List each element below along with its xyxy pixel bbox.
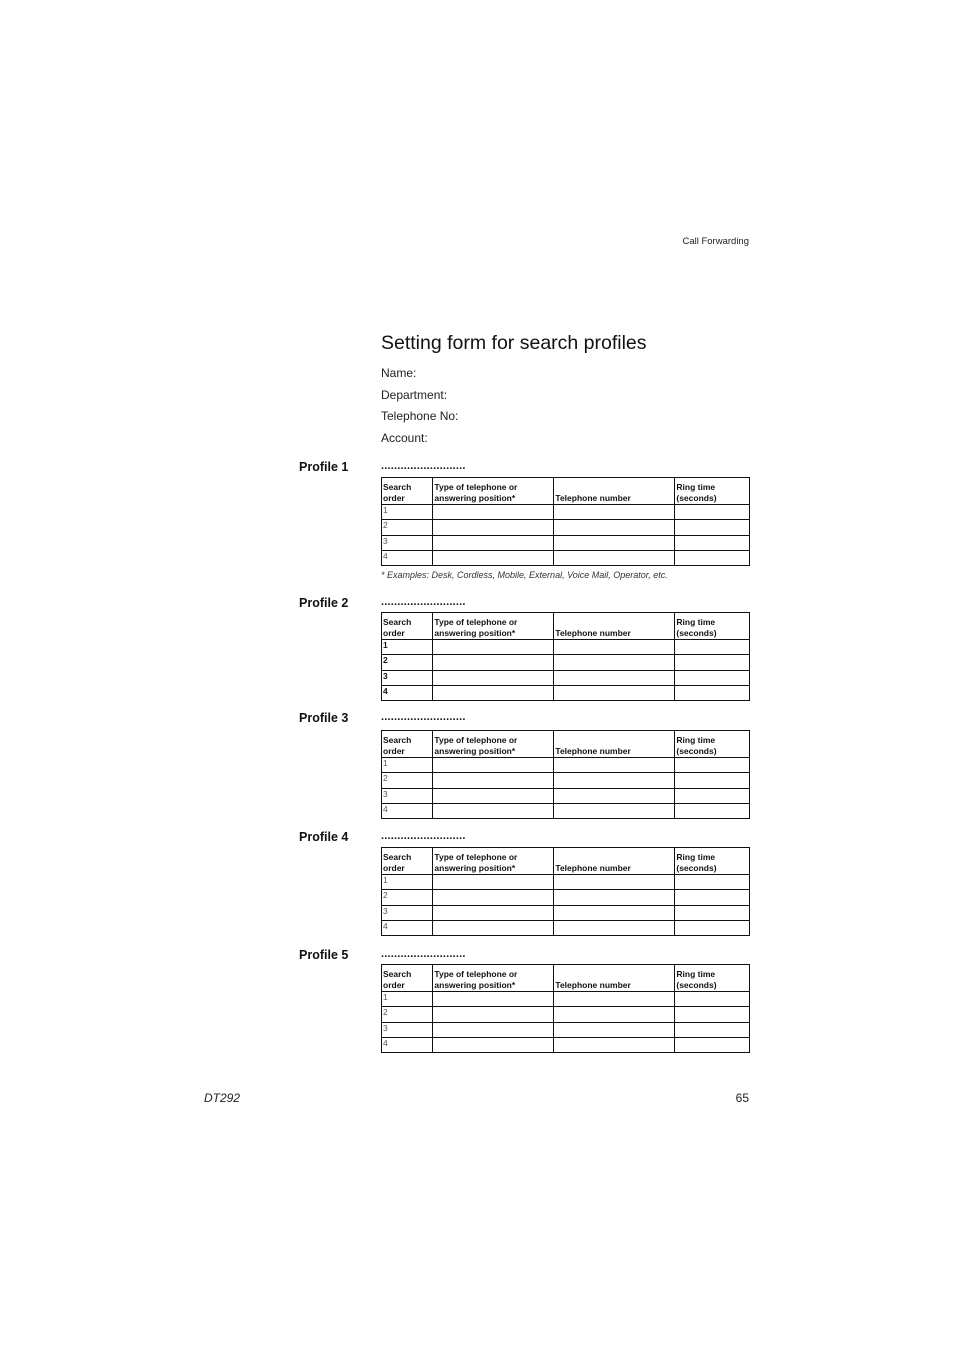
search-order-cell: 1	[382, 992, 433, 1007]
profile-4-name-blank: ..........................	[381, 830, 466, 842]
ring-time-cell[interactable]	[675, 788, 750, 803]
table-row	[382, 773, 750, 788]
search-order-cell: 3	[382, 535, 433, 550]
type-cell[interactable]	[433, 685, 554, 700]
running-header: Call Forwarding	[682, 236, 749, 247]
ring-time-cell[interactable]	[675, 1007, 750, 1022]
table-row	[382, 905, 750, 920]
table-row	[382, 655, 750, 670]
type-cell[interactable]	[433, 773, 554, 788]
type-cell[interactable]	[433, 803, 554, 818]
telephone-number-header: Telephone number	[554, 613, 675, 640]
name-field-label: Name:	[381, 366, 417, 380]
profile-3-label: Profile 3	[299, 711, 349, 725]
telephone-number-header: Telephone number	[554, 731, 675, 758]
table-header-row	[382, 965, 750, 992]
ring-time-cell[interactable]	[675, 890, 750, 905]
profile-4-table	[381, 847, 750, 936]
search-order-header: Search order	[382, 848, 433, 875]
profile-5-table	[381, 964, 750, 1053]
table-row	[382, 520, 750, 535]
profile-2-name-blank: ..........................	[381, 596, 466, 608]
profile-5-label: Profile 5	[299, 948, 349, 962]
footer-doc-id: DT292	[204, 1091, 241, 1105]
ring-time-cell[interactable]	[675, 758, 750, 773]
type-cell[interactable]	[433, 520, 554, 535]
search-order-cell: 2	[382, 773, 433, 788]
table-header-row	[382, 478, 750, 505]
telephone-cell[interactable]	[554, 773, 675, 788]
profile-4-label: Profile 4	[299, 830, 349, 844]
type-cell[interactable]	[433, 1022, 554, 1037]
type-cell[interactable]	[433, 670, 554, 685]
telephone-cell[interactable]	[554, 788, 675, 803]
table-row	[382, 670, 750, 685]
telephone-cell[interactable]	[554, 803, 675, 818]
type-header: Type of telephone or answering position*	[433, 965, 554, 992]
profile-1-table	[381, 477, 750, 566]
type-header: Type of telephone or answering position*	[433, 731, 554, 758]
table-row	[382, 1007, 750, 1022]
search-order-cell: 3	[382, 670, 433, 685]
profile-2-label: Profile 2	[299, 596, 349, 610]
type-cell[interactable]	[433, 992, 554, 1007]
search-order-cell: 1	[382, 640, 433, 655]
search-order-cell: 1	[382, 505, 433, 520]
search-order-cell: 3	[382, 1022, 433, 1037]
telephone-cell[interactable]	[554, 640, 675, 655]
telephone-field-label: Telephone No:	[381, 409, 459, 423]
type-cell[interactable]	[433, 920, 554, 935]
telephone-cell[interactable]	[554, 655, 675, 670]
ring-time-cell[interactable]	[675, 685, 750, 700]
page-title: Setting form for search profiles	[381, 332, 647, 354]
footer-page-number: 65	[735, 1091, 749, 1105]
telephone-cell[interactable]	[554, 1037, 675, 1052]
table-row	[382, 890, 750, 905]
table-row	[382, 788, 750, 803]
table-header-row	[382, 613, 750, 640]
ring-time-cell[interactable]	[675, 1037, 750, 1052]
profile-1-label: Profile 1	[299, 460, 349, 474]
type-cell[interactable]	[433, 788, 554, 803]
telephone-cell[interactable]	[554, 1022, 675, 1037]
type-cell[interactable]	[433, 550, 554, 565]
search-order-cell: 4	[382, 920, 433, 935]
telephone-cell[interactable]	[554, 992, 675, 1007]
telephone-cell[interactable]	[554, 685, 675, 700]
table-row	[382, 875, 750, 890]
telephone-cell[interactable]	[554, 535, 675, 550]
ring-time-cell[interactable]	[675, 992, 750, 1007]
ring-time-header: Ring time (seconds)	[675, 965, 750, 992]
ring-time-header: Ring time (seconds)	[675, 478, 750, 505]
telephone-cell[interactable]	[554, 670, 675, 685]
telephone-cell[interactable]	[554, 758, 675, 773]
ring-time-cell[interactable]	[675, 920, 750, 935]
table-row	[382, 1022, 750, 1037]
search-order-cell: 2	[382, 1007, 433, 1022]
search-order-cell: 3	[382, 905, 433, 920]
type-header: Type of telephone or answering position*	[433, 613, 554, 640]
ring-time-cell[interactable]	[675, 803, 750, 818]
table-row	[382, 685, 750, 700]
table-row	[382, 920, 750, 935]
profile-3-name-blank: ..........................	[381, 711, 466, 723]
telephone-number-header: Telephone number	[554, 848, 675, 875]
search-order-cell: 3	[382, 788, 433, 803]
type-header: Type of telephone or answering position*	[433, 478, 554, 505]
ring-time-header: Ring time (seconds)	[675, 848, 750, 875]
ring-time-header: Ring time (seconds)	[675, 613, 750, 640]
table-header-row	[382, 731, 750, 758]
account-field-label: Account:	[381, 431, 428, 445]
profile-1-name-blank: ..........................	[381, 460, 466, 472]
telephone-number-header: Telephone number	[554, 478, 675, 505]
ring-time-cell[interactable]	[675, 520, 750, 535]
ring-time-cell[interactable]	[675, 550, 750, 565]
type-cell[interactable]	[433, 1037, 554, 1052]
table-row	[382, 803, 750, 818]
telephone-cell[interactable]	[554, 920, 675, 935]
telephone-cell[interactable]	[554, 890, 675, 905]
table-row	[382, 758, 750, 773]
search-order-cell: 1	[382, 875, 433, 890]
search-order-cell: 1	[382, 758, 433, 773]
table-row	[382, 1037, 750, 1052]
type-cell[interactable]	[433, 905, 554, 920]
search-order-cell: 4	[382, 1037, 433, 1052]
profile-2-table	[381, 612, 750, 701]
search-order-header: Search order	[382, 965, 433, 992]
type-cell[interactable]	[433, 505, 554, 520]
search-order-cell: 4	[382, 803, 433, 818]
type-header: Type of telephone or answering position*	[433, 848, 554, 875]
ring-time-cell[interactable]	[675, 670, 750, 685]
search-order-cell: 2	[382, 890, 433, 905]
search-order-cell: 2	[382, 655, 433, 670]
ring-time-cell[interactable]	[675, 505, 750, 520]
ring-time-cell[interactable]	[675, 640, 750, 655]
type-cell[interactable]	[433, 758, 554, 773]
table-row	[382, 550, 750, 565]
type-cell[interactable]	[433, 535, 554, 550]
telephone-cell[interactable]	[554, 505, 675, 520]
table-row	[382, 640, 750, 655]
table-row	[382, 992, 750, 1007]
telephone-cell[interactable]	[554, 550, 675, 565]
type-cell[interactable]	[433, 1007, 554, 1022]
ring-time-cell[interactable]	[675, 535, 750, 550]
search-order-header: Search order	[382, 478, 433, 505]
profile-3-table	[381, 730, 750, 819]
ring-time-cell[interactable]	[675, 773, 750, 788]
type-cell[interactable]	[433, 890, 554, 905]
ring-time-cell[interactable]	[675, 1022, 750, 1037]
type-cell[interactable]	[433, 640, 554, 655]
profile-5-name-blank: ..........................	[381, 948, 466, 960]
footnote: * Examples: Desk, Cordless, Mobile, External, Voice Mail, Operator, etc.	[381, 570, 668, 580]
search-order-cell: 4	[382, 550, 433, 565]
type-cell[interactable]	[433, 875, 554, 890]
search-order-header: Search order	[382, 613, 433, 640]
table-row	[382, 505, 750, 520]
telephone-cell[interactable]	[554, 905, 675, 920]
search-order-cell: 4	[382, 685, 433, 700]
search-order-header: Search order	[382, 731, 433, 758]
ring-time-cell[interactable]	[675, 875, 750, 890]
department-field-label: Department:	[381, 388, 448, 402]
ring-time-header: Ring time (seconds)	[675, 731, 750, 758]
telephone-cell[interactable]	[554, 520, 675, 535]
telephone-cell[interactable]	[554, 1007, 675, 1022]
search-order-cell: 2	[382, 520, 433, 535]
type-cell[interactable]	[433, 655, 554, 670]
table-row	[382, 535, 750, 550]
telephone-cell[interactable]	[554, 875, 675, 890]
table-header-row	[382, 848, 750, 875]
telephone-number-header: Telephone number	[554, 965, 675, 992]
ring-time-cell[interactable]	[675, 905, 750, 920]
ring-time-cell[interactable]	[675, 655, 750, 670]
